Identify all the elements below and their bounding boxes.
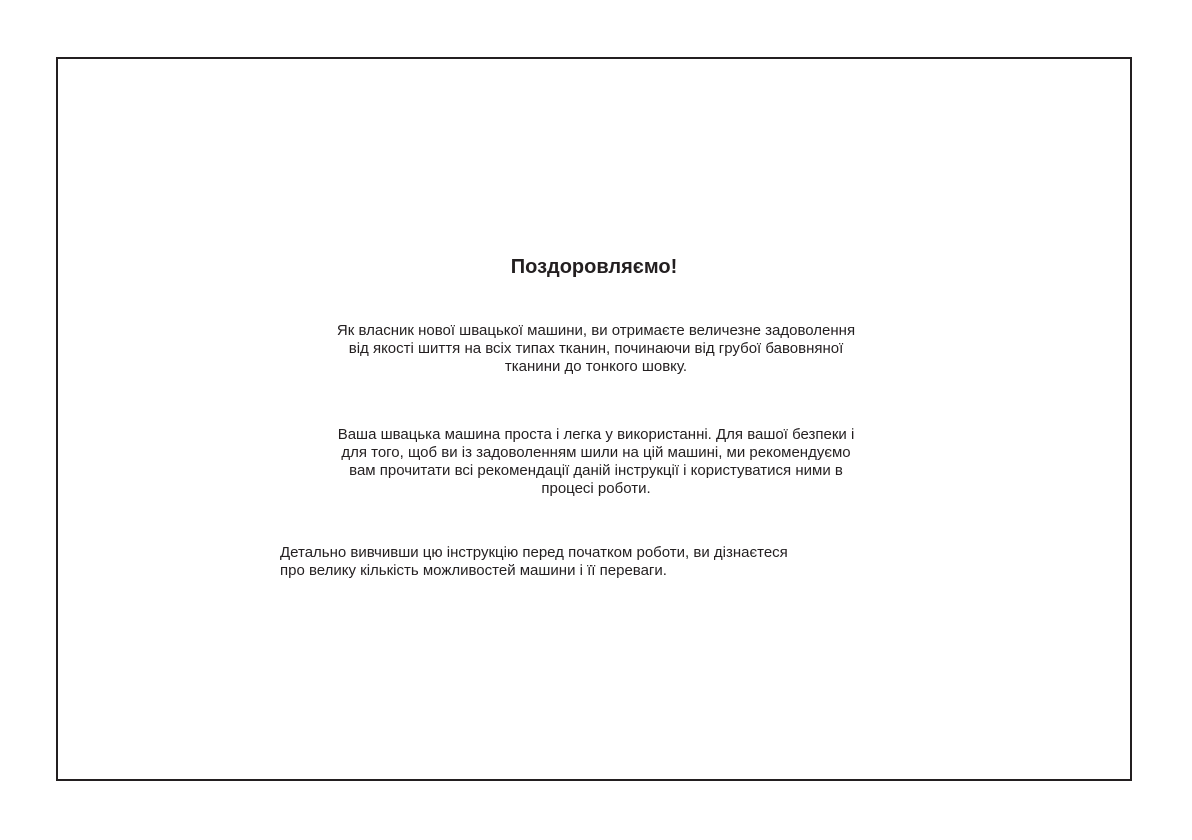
paragraph-line: вам прочитати всі рекомендації даній інструкції і користуватися ними в <box>349 462 843 479</box>
paragraph-line: про велику кількість можливостей машини і її переваги. <box>280 562 667 579</box>
paragraph-line: Як власник нової швацької машини, ви отримаєте величезне задоволення <box>336 322 856 339</box>
safety-paragraph <box>283 426 909 498</box>
page-border <box>56 57 1132 781</box>
paragraph-line: від якості шиття на всіх типах тканин, починаючи від грубої бавовняної <box>348 340 844 357</box>
closing-paragraph <box>280 544 920 580</box>
intro-paragraph <box>283 322 909 376</box>
paragraph-line: Детально вивчивши цю інструкцію перед початком роботи, ви дізнаєтеся <box>280 544 788 561</box>
paragraph-line: тканини до тонкого шовку. <box>504 358 688 375</box>
paragraph-line: процесі роботи. <box>541 480 651 497</box>
paragraph-line: для того, щоб ви із задоволенням шили на цій машині, ми рекомендуємо <box>341 444 851 461</box>
paragraph-line: Ваша швацька машина проста і легка у використанні. Для вашої безпеки і <box>337 426 855 443</box>
page-title: Поздоровляємо! <box>510 256 678 278</box>
